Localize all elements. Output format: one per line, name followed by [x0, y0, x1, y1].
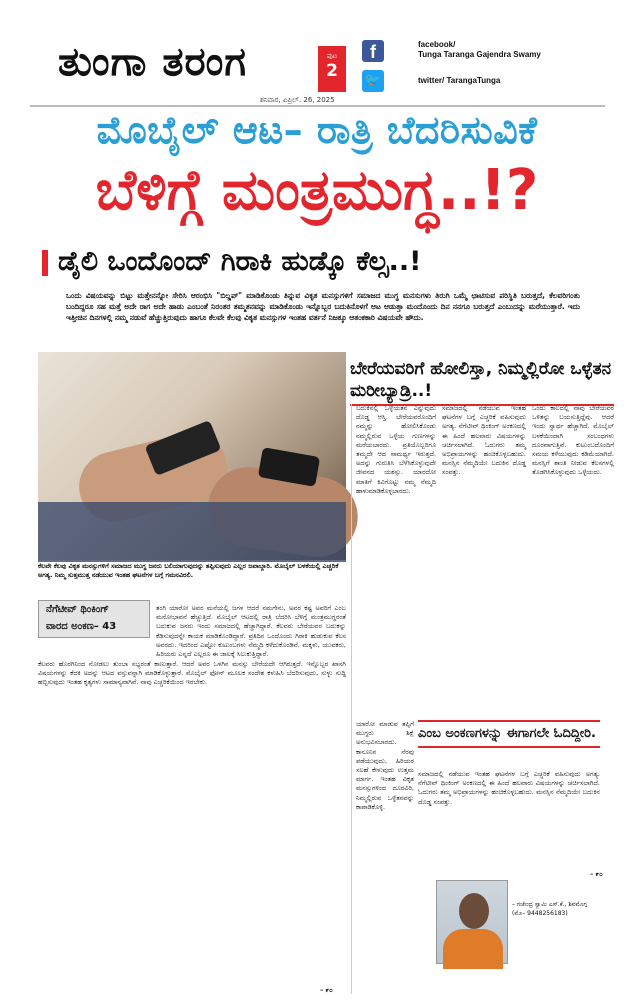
- facebook-icon[interactable]: f: [362, 40, 384, 62]
- subheadline: [42, 246, 421, 278]
- author-byline: [512, 900, 612, 918]
- author-contact: (ಮೊ– 9448256183): [512, 910, 568, 917]
- dateline: ಶನಿವಾರ, ಏಪ್ರಿಲ್. 26, 2025: [260, 96, 335, 104]
- masthead: [0, 0, 633, 104]
- facebook-name: Tunga Taranga Gajendra Swamy: [418, 50, 541, 59]
- body-column-g: ಸಮಾಜದಲ್ಲಿ ನಡೆಯುವ ಇಂತಹ ಘಟನೆಗಳ ಬಗ್ಗೆ ಎಚ್ಚರಿಕೆ ವಹಿಸುವುದು ಅಗತ್ಯ. ನೆಗೆಟೀವ್ ಥಿಂಕಿಂಗ್ ಅಂಕಣದಲ್ಲಿ ಈ ಹಿಂದೆ ಹಲವಾರು ವಿಷಯಗಳನ್ನು ಚರ್ಚಿಸಲಾಗಿದೆ. ಓದುಗರು ತಮ್ಮ ಅಭಿಪ್ರಾಯಗಳನ್ನು ಹಂಚಿಕೊಳ್ಳಬಹುದು. ಮನಸ್ಸಿನ ನೆಮ್ಮದಿಯೇ ಬದುಕಿನ ದೊಡ್ಡ ಸಂಪತ್ತು.: [418, 770, 600, 806]
- divider: [30, 105, 605, 107]
- headline-line-1: ಮೊಬೈಲ್ ಆಟ– ರಾತ್ರಿ ಬೆದರಿಸುವಿಕೆ: [96, 108, 538, 152]
- author-name: – ಗಜೇಂದ್ರ ಸ್ವಾಮಿ ಎಸ್.ಕೆ., ಶಿವಮೊಗ್ಗ: [512, 901, 588, 908]
- page-number: 2: [326, 61, 338, 81]
- body-column-f: ಯಾರೋ ಮಾಡುವ ತಪ್ಪಿಗೆ ಮುಗ್ಧರು ಶಿಕ್ಷೆ ಅನುಭವಿಸಬಾರದು. ಕಾನೂನಿನ ನೆರವು ಪಡೆಯುವುದು, ಹಿರಿಯರ ಸಲಹೆ ಕೇಳುವುದು ಉತ್ತಮ ಮಾರ್ಗ. ಇಂತಹ ವಿಕೃತ ಮನಸ್ಸುಗಳಿಂದ ದೂರವಿರಿ, ನಿಮ್ಮಲ್ಲಿರುವ ಒಳ್ಳೆತನವನ್ನು ಕಾಪಾಡಿಕೊಳ್ಳಿ.: [356, 720, 414, 811]
- twitter-handle[interactable]: twitter/ TarangaTunga: [418, 76, 501, 85]
- intro-paragraph: ಒಂದು ವಿಷಯವನ್ನು ಬಿಟ್ಟು ಮತ್ತೇನನ್ನೋ ಸೇರಿಸಿ ಆರಂಭಿಸಿ "ಬಿಲ್ಡಪ್" ಮಾಡಿಕೊಂಡು ತಿನ್ನುವ ವಿಕೃತ ಮನಸ್ಸುಗಳಿಗೆ ಸಮಾಜದ ಮುಗ್ಧ ಮನಸುಗಳು ತಿರುಗಿ ಒಮ್ಮೆ ಛಾಟಿಸುವ ಪರಿಸ್ಥಿತಿ ಬರುತ್ತದೆ, ಕೆಲವರಿಗಂತು ಬಂದಿದ್ದರೂ ಸಹ ಮತ್ತೆ ಅದೇ ರಾಗ ಅದೇ ಹಾಡು ಎಂಬಂತೆ ನಿರಂತರ ತಮ್ಮತನವನ್ನು ಮಾಡಿಕೊಂಡು ಇನ್ನೊಬ್ಬರ ಬದುಕಿನೊಳಗೆ ಆಟ ಆಡುತ್ತಾ ಮಂದೊಂದು ದಿನ ನನಗೂ ಬರುತ್ತದೆ ಎಂಬುದನ್ನು ಮರೆಯುತ್ತಾರೆ. ಇದು ಇತ್ತೀಚಿನ ದಿನಗಳಲ್ಲಿ ನಮ್ಮ ನಡುವೆ ಹೆಚ್ಚುತ್ತಿರುವುದು ಹಾಗೂ ಕೆಲವೇ ಕೆಲವು ವಿಕೃತ ಮನಸ್ಸುಗಳ ಇಂತಹ ವರ್ತನೆ ನಿಜಕ್ಕೂ ಆತಂಕಕಾರಿ ವಿಷಯವೇ ಹೌದು.: [66, 291, 580, 322]
- twitter-icon[interactable]: 🐦: [362, 70, 384, 92]
- subheadline-text: ಡೈಲಿ ಒಂದೊಂದ್ ಗಿರಾಕಿ ಹುಡ್ಕೊ ಕೆಲ್ಸ..!: [58, 246, 422, 277]
- column-divider: [351, 404, 352, 994]
- author-head-shape: [459, 893, 489, 929]
- body-column-d: ಸಮಾಜದಲ್ಲಿ ನಡೆಯುವ ಇಂತಹ ಘಟನೆಗಳ ಬಗ್ಗೆ ಎಚ್ಚರಿಕೆ ವಹಿಸುವುದು ಅಗತ್ಯ. ನೆಗೆಟೀವ್ ಥಿಂಕಿಂಗ್ ಅಂಕಣದಲ್ಲಿ ಈ ಹಿಂದೆ ಹಲವಾರು ವಿಷಯಗಳನ್ನು ಚರ್ಚಿಸಲಾಗಿದೆ. ಓದುಗರು ತಮ್ಮ ಅಭಿಪ್ರಾಯಗಳನ್ನು ಹಂಚಿಕೊಳ್ಳಬಹುದು. ಮನಸ್ಸಿನ ನೆಮ್ಮದಿಯೇ ಬದುಕಿನ ದೊಡ್ಡ ಸಂಪತ್ತು.: [442, 404, 526, 477]
- author-body-shape: [443, 929, 503, 969]
- page-label: ಪುಟ: [326, 52, 338, 60]
- sleeve-shape: [38, 502, 346, 562]
- body-column-a: ತಂಗಿ ಯಾರೋ ಅವರ ಮನೆಯಲ್ಲಿ ಜಗಳ ಆದರೆ ನಮಗೇನು, ಅವರ ಕಷ್ಟ ಅವರಿಗೆ ಎಂಬ ಮನೋಭಾವನೆ ಹೆಚ್ಚುತ್ತಿದೆ. ಮೊಬೈಲ್ ಆಟದಲ್ಲಿ ರಾತ್ರಿ ಬೆದರಿಸಿ ಬೆಳಿಗ್ಗೆ ಮಂತ್ರಮುಗ್ಧರಂತೆ ಬದುಕುವ ಜನರು ಇಂದು ಸಮಾಜದಲ್ಲಿ ಹೆಚ್ಚಾಗಿದ್ದಾರೆ. ಕೆಲವರು ಬೇರೆಯವರ ಬದುಕನ್ನು ಕೆಡಿಸುವುದನ್ನೇ ಕಾಯಕ ಮಾಡಿಕೊಂಡಿದ್ದಾರೆ. ಪ್ರತಿದಿನ ಒಂದೊಂದು ಗಿರಾಕಿ ಹುಡುಕುವ ಕೆಲಸ ಅವರದು. ಇದರಿಂದ ಎಷ್ಟೋ ಕುಟುಂಬಗಳು ನೆಮ್ಮದಿ ಕಳೆದುಕೊಂಡಿವೆ. ಮಕ್ಕಳು, ಯುವಕರು, ಹಿರಿಯರು ಎನ್ನದೆ ಎಲ್ಲರೂ ಈ ಜಾಲಕ್ಕೆ ಸಿಲುಕುತ್ತಿದ್ದಾರೆ.: [156, 604, 346, 659]
- end-mark: – ೯೦: [590, 870, 603, 878]
- article-photo: [38, 352, 346, 560]
- body-column-b: ಕೆಲವರು ಹೊರಗಿನಿಂದ ನೋಡಲು ತುಂಬಾ ಸಭ್ಯರಂತೆ ಕಾಣುತ್ತಾರೆ. ಆದರೆ ಅವರ ಒಳಗಿನ ಮನಸ್ಸು ಬೇರೆಯದೇ ಆಗಿರುತ್ತದೆ. ಇನ್ನೊಬ್ಬರ ಖಾಸಗಿ ವಿಷಯಗಳನ್ನು ಕೆದಕಿ ಅದನ್ನು ಆಟದ ವಸ್ತುವನ್ನಾಗಿ ಮಾಡಿಕೊಳ್ಳುತ್ತಾರೆ. ಮೊಬೈಲ್ ಫೋನ್ ಮೂಲಕ ಸಂದೇಶ ಕಳುಹಿಸಿ ಬೆದರಿಸುವುದು, ಸುಳ್ಳು ಸುದ್ದಿ ಹಬ್ಬಿಸುವುದು ಇಂತಹ ಕೃತ್ಯಗಳು ಸಾಮಾನ್ಯವಾಗಿವೆ. ನಾವು ಎಚ್ಚರಿಕೆಯಿಂದ ಇರಬೇಕು.: [38, 660, 346, 687]
- photo-caption: ಕೆಲವೇ ಕೆಲವು ವಿಕೃತ ಮನಸ್ಸುಗಳಿಗೆ ಸಮಾಜದ ಮುಗ್ಧ ಜನರು ಬಲಿಯಾಗುವುದನ್ನು ತಪ್ಪಿಸುವುದು ಎಲ್ಲರ ಜವಾಬ್ದಾರಿ. ಮೊಬೈಲ್ ಬಳಕೆಯಲ್ಲಿ ಎಚ್ಚರಿಕೆ ಅಗತ್ಯ. ನಿಮ್ಮ ಸುತ್ತಮುತ್ತ ನಡೆಯುವ ಇಂತಹ ಘಟನೆಗಳ ಬಗ್ಗೆ ಗಮನವಿರಲಿ.: [38, 562, 339, 579]
- body-column-c: ಬದುಕಿನಲ್ಲಿ ಒಳ್ಳೆಯತನ ಎನ್ನುವುದು ದೊಡ್ಡ ಆಸ್ತಿ. ಬೇರೆಯವರೊಂದಿಗೆ ನಮ್ಮನ್ನು ಹೋಲಿಸಿಕೊಂಡು ನಮ್ಮಲ್ಲಿರುವ ಒಳ್ಳೆಯ ಗುಣಗಳನ್ನು ಮರೆಯಬಾರದು. ಪ್ರತಿಯೊಬ್ಬರಿಗೂ ತಮ್ಮದೇ ಆದ ಸಾಮರ್ಥ್ಯ ಇರುತ್ತದೆ. ಅದನ್ನು ಗುರುತಿಸಿ ಬೆಳೆಸಿಕೊಳ್ಳುವುದೇ ಜೀವನದ ಯಶಸ್ಸು. ಯಾರದೋ ಮಾತಿಗೆ ಕಿವಿಗೊಟ್ಟು ನಮ್ಮ ನೆಮ್ಮದಿ ಹಾಳುಮಾಡಿಕೊಳ್ಳಬಾರದು.: [356, 404, 436, 495]
- column-number: ವಾರದ ಅಂಕಣ– 43: [46, 621, 117, 632]
- column-title: ನೆಗೆಟೀವ್ ಥಿಂಕಿಂಗ್: [46, 604, 109, 615]
- facebook-label: facebook/: [418, 40, 456, 49]
- pull-quote: ಎಂಬ ಅಂಕಣಗಳನ್ನು ಈಗಾಗಲೇ ಓದಿದ್ದೀರಿ.: [418, 720, 600, 748]
- page-number-badge: [318, 46, 346, 92]
- end-mark: – ೯೦: [320, 986, 333, 994]
- newspaper-logo[interactable]: ತುಂಗಾ ತರಂಗ: [58, 38, 248, 85]
- author-photo: [436, 880, 508, 964]
- facebook-handle[interactable]: [418, 40, 541, 60]
- side-heading: ಬೇರೆಯವರಿಗೆ ಹೋಲಿಸ್ತಾ, ನಿಮ್ಮಲ್ಲಿರೋ ಒಳ್ಳೆತನ ಮರೀಬ್ಯಾಡ್ರಿ..!: [350, 358, 614, 406]
- body-column-e: ಒಂದು ಕಾಲದಲ್ಲಿ ನಾವು ಬೇರೆಯವರ ಒಳಿತನ್ನು ಬಯಸುತ್ತಿದ್ದೆವು. ಆದರೆ ಇಂದು ಸ್ವಾರ್ಥ ಹೆಚ್ಚಾಗಿದೆ. ಮೊಬೈಲ್ ಬಳಕೆಯಿಂದಾಗಿ ಸಂಬಂಧಗಳು ದೂರವಾಗುತ್ತಿವೆ. ಕುಟುಂಬದೊಂದಿಗೆ ಸಮಯ ಕಳೆಯುವುದು ಕಡಿಮೆಯಾಗಿದೆ. ಮನಸ್ಸಿಗೆ ಶಾಂತಿ ನೀಡುವ ಕೆಲಸಗಳಲ್ಲಿ ತೊಡಗಿಸಿಕೊಳ್ಳುವುದು ಒಳ್ಳೆಯದು.: [532, 404, 614, 477]
- headline-line-2: ಬೆಳಿಗ್ಗೆ ಮಂತ್ರಮುಗ್ಧ..!?: [95, 158, 539, 223]
- red-bar: [42, 250, 48, 276]
